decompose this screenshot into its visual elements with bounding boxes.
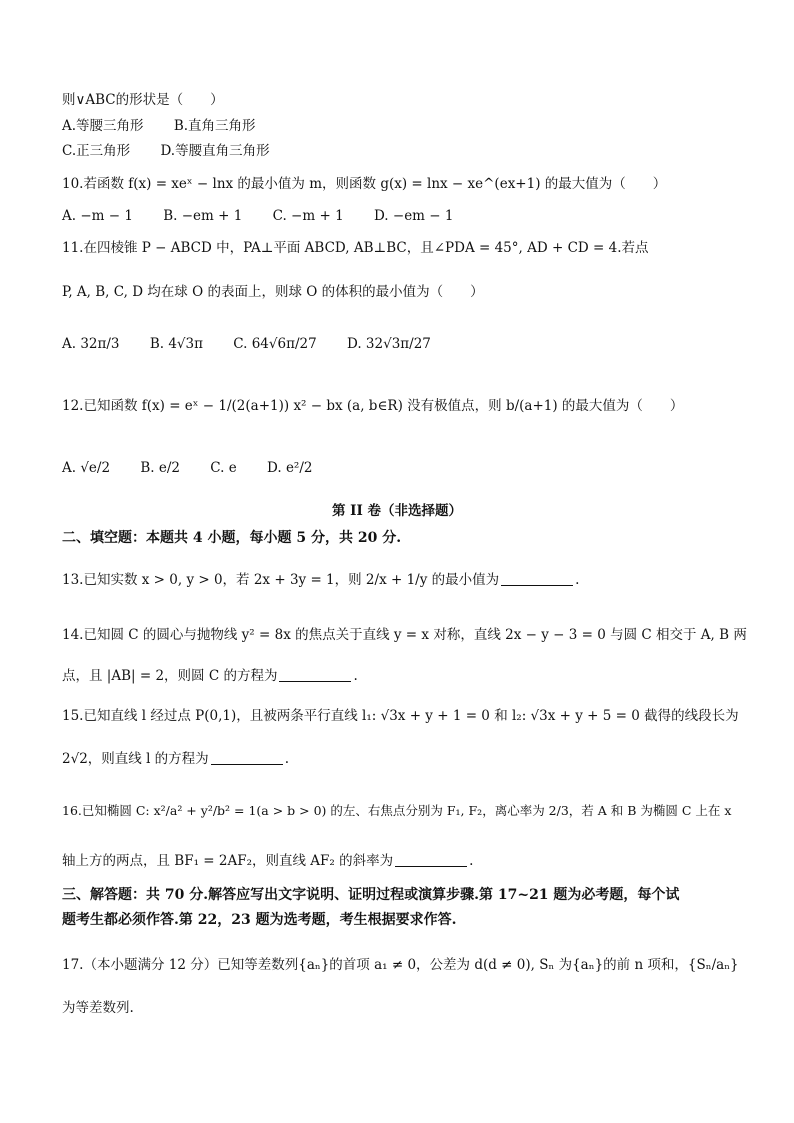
q9-option-b: B.直角三角形 bbox=[173, 118, 256, 134]
q11-stem-2: P, A, B, C, D 均在球 O 的表面上，则球 O 的体积的最小值为（ ） bbox=[62, 284, 484, 300]
q9-options-row1 bbox=[62, 118, 282, 134]
q12-option-a: A. √e/2 bbox=[62, 460, 111, 476]
q14-answer-blank bbox=[279, 680, 351, 682]
q10-option-d: D. −em − 1 bbox=[373, 208, 454, 224]
section3-title-2: 题考生都必须作答.第 22，23 题为选考题，考生根据要求作答. bbox=[62, 912, 457, 928]
q11-options bbox=[62, 336, 457, 352]
q11-option-b: B. 4√3π bbox=[149, 336, 203, 352]
q11-option-d: D. 32√3π/27 bbox=[346, 336, 431, 352]
q13-answer-blank bbox=[501, 584, 573, 586]
q11-stem-1: 11.在四棱锥 P − ABCD 中，PA⊥平面 ABCD, AB⊥BC，且∠PDA = 45°, AD + CD = 4.若点 bbox=[62, 240, 649, 256]
q12-options bbox=[62, 460, 338, 476]
q10-stem: 10.若函数 f(x) = xeˣ − lnx 的最小值为 m，则函数 g(x) = lnx − xe^(ex+1) 的最大值为（ ） bbox=[62, 176, 667, 192]
q13-line: 13.已知实数 x > 0, y > 0，若 2x + 3y = 1，则 2/x + 1/y 的最小值为 . bbox=[62, 572, 580, 588]
q15-stem-1: 15.已知直线 l 经过点 P(0,1)，且被两条平行直线 l₁: √3x + y + 1 = 0 和 l₂: √3x + y + 5 = 0 截得的线段长为 bbox=[62, 708, 739, 724]
q16-stem-1: 16.已知椭圆 C: x²/a² + y²/b² = 1(a > b > 0) 的左、右焦点分别为 F₁, F₂，离心率为 2/3，若 A 和 B 为椭圆 C 上在 x bbox=[62, 803, 732, 818]
q14-stem-2: 点，且 |AB| = 2，则圆 C 的方程为 bbox=[62, 668, 278, 684]
q10-option-b: B. −em + 1 bbox=[163, 208, 243, 224]
q17-stem-2: 为等差数列. bbox=[62, 1000, 134, 1016]
q12-stem: 12.已知函数 f(x) = eˣ − 1/(2(a+1)) x² − bx (a, b∈R) 没有极值点，则 b/(a+1) 的最大值为（ ） bbox=[62, 398, 684, 414]
q15-stem-2: 2√2，则直线 l 的方程为 bbox=[62, 751, 209, 767]
q15-answer-blank bbox=[211, 763, 283, 765]
q11-option-a: A. 32π/3 bbox=[62, 336, 120, 352]
q14-line-2: 点，且 |AB| = 2，则圆 C 的方程为 . bbox=[62, 668, 358, 684]
q10-option-c: C. −m + 1 bbox=[272, 208, 344, 224]
q15-line-2: 2√2，则直线 l 的方程为 . bbox=[62, 751, 289, 767]
q9-option-d: D.等腰直角三角形 bbox=[160, 143, 270, 159]
q9-tail: 则∨ABC的形状是（ ） bbox=[62, 92, 224, 108]
q9-option-c: C.正三角形 bbox=[62, 143, 131, 159]
q12-option-c: C. e bbox=[210, 460, 237, 476]
q12-option-d: D. e²/2 bbox=[267, 460, 313, 476]
q16-answer-blank bbox=[395, 865, 467, 867]
q10-option-a: A. −m − 1 bbox=[62, 208, 133, 224]
q9-option-a: A.等腰三角形 bbox=[62, 118, 144, 134]
q14-stem-1: 14.已知圆 C 的圆心与抛物线 y² = 8x 的焦点关于直线 y = x 对称，直线 2x − y − 3 = 0 与圆 C 相交于 A, B 两 bbox=[62, 627, 747, 643]
part2-title: 第 II 卷（非选择题） bbox=[331, 503, 463, 519]
q17-stem-1: 17.（本小题满分 12 分）已知等差数列{aₙ}的首项 a₁ ≠ 0，公差为 d(d ≠ 0), Sₙ 为{aₙ}的前 n 项和，{Sₙ/aₙ} bbox=[62, 957, 739, 973]
q11-option-c: C. 64√6π/27 bbox=[233, 336, 317, 352]
q16-line-2: 轴上方的两点，且 BF₁ = 2AF₂，则直线 AF₂ 的斜率为 . bbox=[62, 853, 474, 869]
q10-options bbox=[62, 208, 479, 224]
q16-stem-2: 轴上方的两点，且 BF₁ = 2AF₂，则直线 AF₂ 的斜率为 bbox=[62, 853, 394, 869]
section3-title-1: 三、解答题：共 70 分.解答应写出文字说明、证明过程或演算步骤.第 17~21 题为必考题，每个试 bbox=[62, 887, 680, 903]
q9-options-row2 bbox=[62, 143, 296, 159]
section2-title: 二、填空题：本题共 4 小题，每小题 5 分，共 20 分. bbox=[62, 530, 402, 546]
q12-option-b: B. e/2 bbox=[140, 460, 180, 476]
q13-stem: 13.已知实数 x > 0, y > 0，若 2x + 3y = 1，则 2/x + 1/y 的最小值为 bbox=[62, 572, 500, 588]
